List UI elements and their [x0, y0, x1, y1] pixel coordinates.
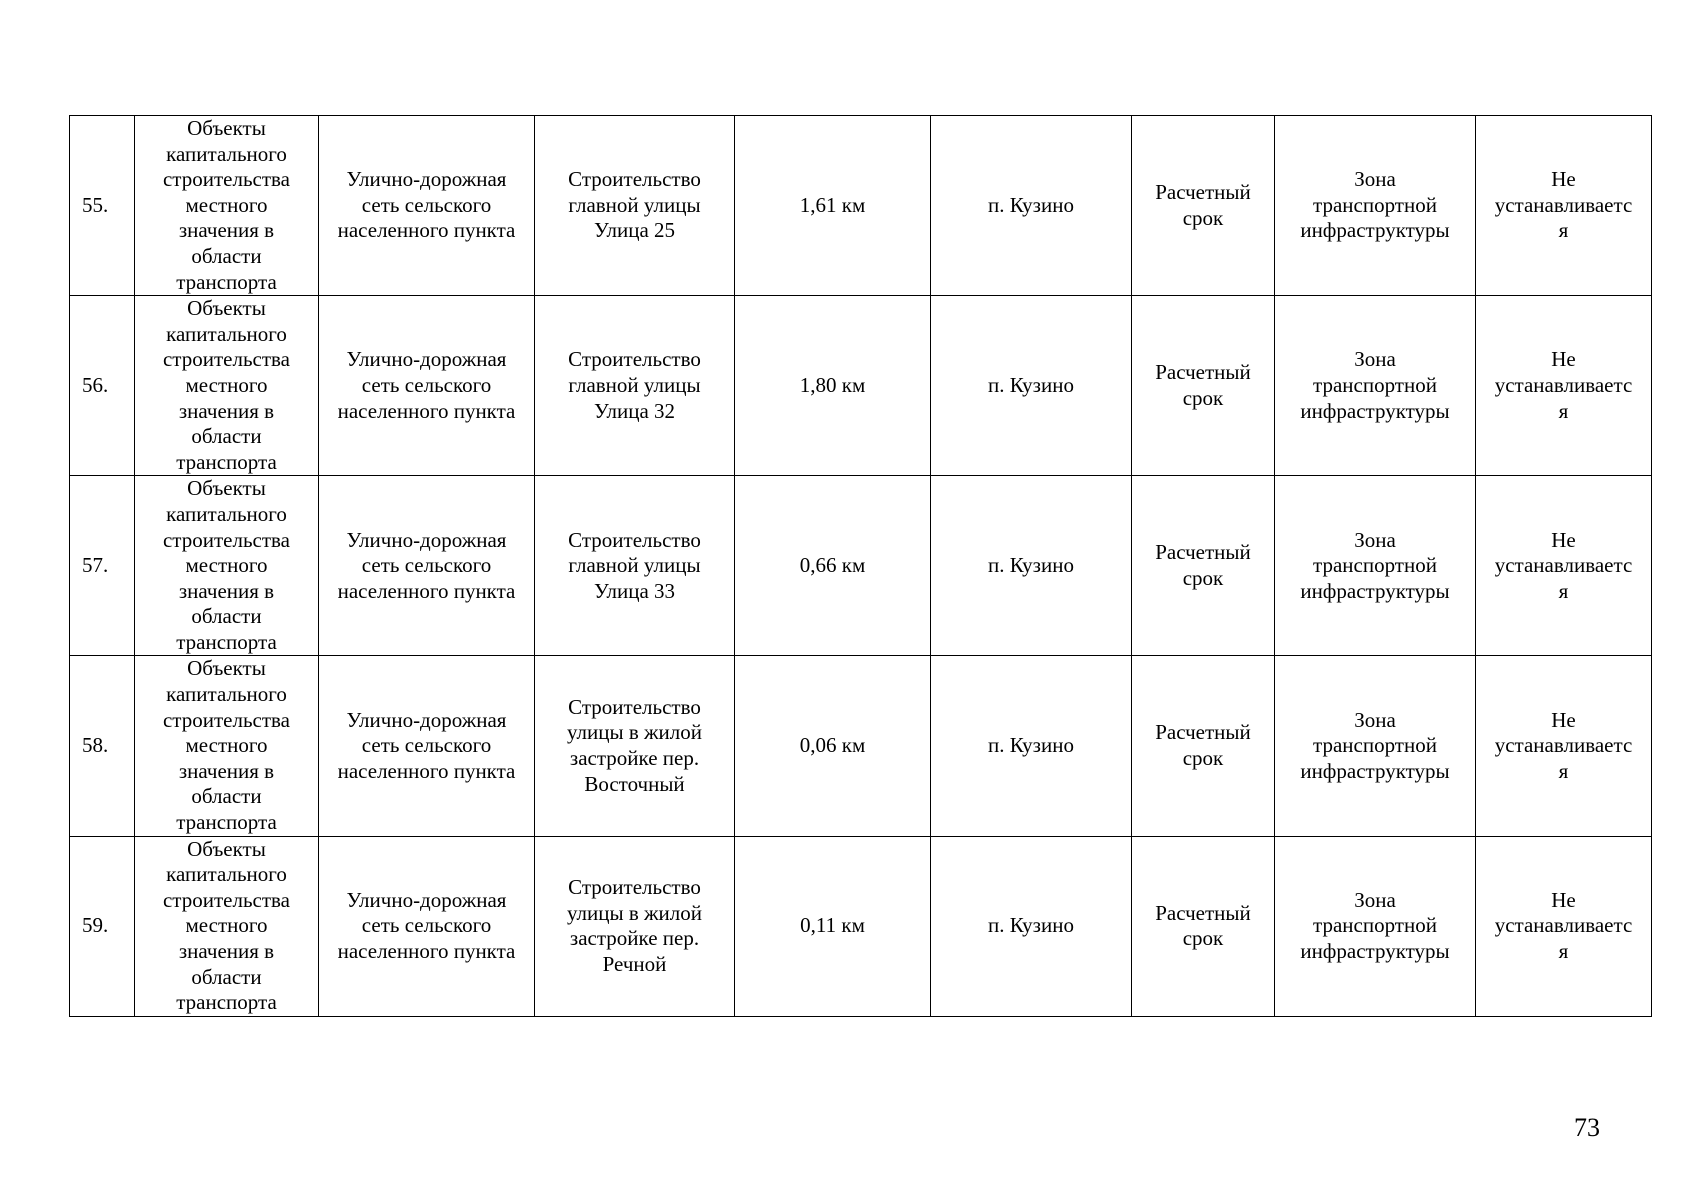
term: Расчетный срок	[1155, 540, 1251, 590]
term-cell	[1132, 116, 1275, 296]
object-name-cell	[535, 656, 735, 836]
location: п. Кузино	[988, 913, 1074, 938]
row-number: 58.	[82, 733, 109, 758]
object-name-cell	[535, 836, 735, 1016]
object-type: Объекты капитального строительства местного значения в области транспорта	[162, 296, 290, 474]
restriction: Не устанавливаетс я	[1494, 167, 1633, 243]
restriction-cell	[1476, 476, 1652, 656]
row-number-cell	[70, 656, 135, 836]
page-number: 73	[1574, 1113, 1600, 1142]
object-name: Строительство главной улицы Улица 33	[568, 527, 701, 603]
location: п. Кузино	[988, 372, 1074, 397]
location-cell	[931, 296, 1132, 476]
zone: Зона транспортной инфраструктуры	[1300, 167, 1450, 243]
location: п. Кузино	[988, 192, 1074, 217]
length-cell	[735, 656, 931, 836]
term-cell	[1132, 656, 1275, 836]
table-row	[70, 476, 1652, 656]
term-cell	[1132, 296, 1275, 476]
row-number: 57.	[82, 553, 109, 578]
length-cell	[735, 296, 931, 476]
length: 0,06 км	[799, 733, 866, 758]
object-name: Строительство главной улицы Улица 25	[568, 167, 701, 243]
term: Расчетный срок	[1155, 900, 1251, 951]
term: Расчетный срок	[1155, 360, 1251, 410]
object-name-cell	[535, 296, 735, 476]
location: п. Кузино	[988, 553, 1074, 578]
length: 1,80 км	[799, 372, 866, 397]
purpose-cell	[319, 296, 535, 476]
term: Расчетный срок	[1155, 179, 1251, 230]
term: Расчетный срок	[1155, 720, 1251, 771]
object-type: Объекты капитального строительства местного значения в области транспорта	[162, 836, 290, 1015]
object-name-cell	[535, 116, 735, 296]
restriction: Не устанавливаетс я	[1494, 347, 1633, 423]
table-row	[70, 836, 1652, 1016]
zone: Зона транспортной инфраструктуры	[1300, 887, 1450, 963]
objects-table	[69, 115, 1652, 1017]
object-type-cell	[135, 116, 319, 296]
restriction-cell	[1476, 836, 1652, 1016]
location-cell	[931, 476, 1132, 656]
object-name-cell	[535, 476, 735, 656]
restriction-cell	[1476, 296, 1652, 476]
object-name: Строительство главной улицы Улица 32	[568, 347, 701, 423]
object-type-cell	[135, 296, 319, 476]
length-cell	[735, 476, 931, 656]
location-cell	[931, 836, 1132, 1016]
zone-cell	[1275, 116, 1476, 296]
object-name: Строительство улицы в жилой застройке пер. Восточный	[566, 694, 703, 796]
purpose-cell	[319, 476, 535, 656]
location: п. Кузино	[988, 733, 1074, 758]
row-number: 59.	[82, 913, 109, 938]
row-number-cell	[70, 836, 135, 1016]
restriction: Не устанавливаетс я	[1494, 887, 1633, 963]
object-name: Строительство улицы в жилой застройке пер. Речной	[566, 875, 703, 976]
length: 0,11 км	[800, 913, 865, 938]
purpose: Улично-дорожная сеть сельского населенного пункта	[337, 707, 516, 783]
purpose-cell	[319, 836, 535, 1016]
table-row	[70, 656, 1652, 836]
row-number-cell	[70, 116, 135, 296]
table-row	[70, 116, 1652, 296]
length: 1,61 км	[799, 192, 866, 217]
row-number-cell	[70, 296, 135, 476]
row-number-cell	[70, 476, 135, 656]
row-number: 56.	[82, 372, 109, 397]
restriction: Не устанавливаетс я	[1494, 527, 1633, 603]
object-type-cell	[135, 476, 319, 656]
purpose: Улично-дорожная сеть сельского населенного пункта	[337, 887, 516, 963]
zone-cell	[1275, 476, 1476, 656]
purpose: Улично-дорожная сеть сельского населенного пункта	[337, 347, 516, 423]
purpose: Улично-дорожная сеть сельского населенного пункта	[337, 167, 516, 243]
table-row	[70, 296, 1652, 476]
location-cell	[931, 116, 1132, 296]
term-cell	[1132, 836, 1275, 1016]
location-cell	[931, 656, 1132, 836]
object-type-cell	[135, 656, 319, 836]
restriction: Не устанавливаетс я	[1494, 707, 1633, 783]
length-cell	[735, 836, 931, 1016]
zone-cell	[1275, 836, 1476, 1016]
length: 0,66 км	[799, 553, 866, 578]
purpose-cell	[319, 656, 535, 836]
zone: Зона транспортной инфраструктуры	[1300, 707, 1450, 783]
zone: Зона транспортной инфраструктуры	[1300, 347, 1450, 423]
purpose-cell	[319, 116, 535, 296]
object-type: Объекты капитального строительства местного значения в области транспорта	[162, 116, 290, 294]
term-cell	[1132, 476, 1275, 656]
row-number: 55.	[82, 192, 109, 217]
object-type-cell	[135, 836, 319, 1016]
object-type: Объекты капитального строительства местного значения в области транспорта	[162, 476, 290, 654]
restriction-cell	[1476, 656, 1652, 836]
object-type: Объекты капитального строительства местного значения в области транспорта	[162, 656, 290, 835]
zone-cell	[1275, 656, 1476, 836]
purpose: Улично-дорожная сеть сельского населенного пункта	[337, 527, 516, 603]
length-cell	[735, 116, 931, 296]
zone-cell	[1275, 296, 1476, 476]
restriction-cell	[1476, 116, 1652, 296]
zone: Зона транспортной инфраструктуры	[1300, 527, 1450, 603]
